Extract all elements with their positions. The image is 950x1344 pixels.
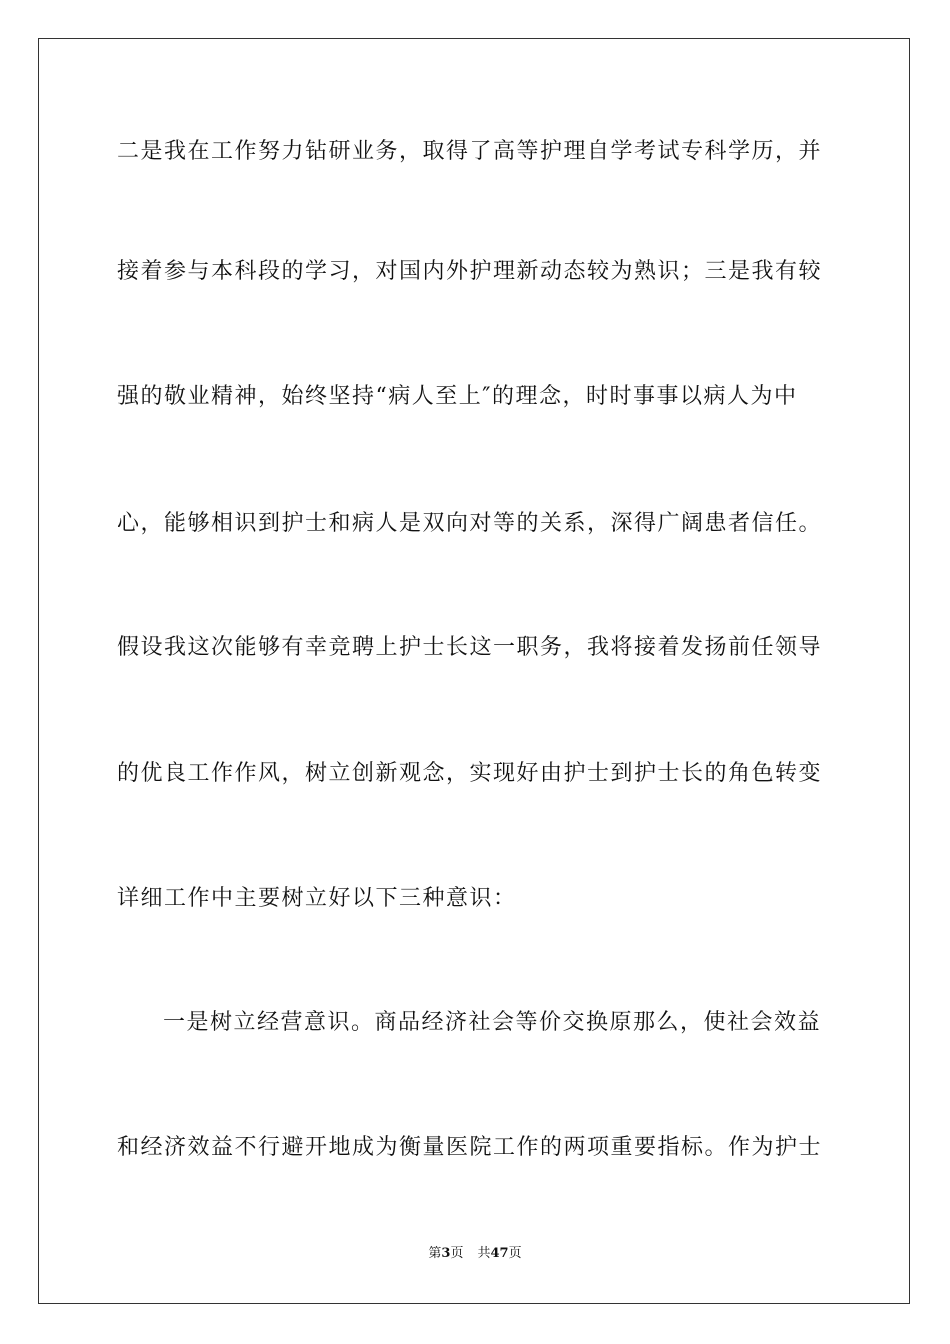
page-border: [38, 38, 910, 1304]
body-text-line-indented: 一是树立经营意识。商品经济社会等价交换原那么，使社会效益: [163, 1010, 822, 1035]
body-text-line: 详细工作中主要树立好以下三种意识：: [117, 886, 517, 911]
body-text-line: 二是我在工作努力钻研业务，取得了高等护理自学考试专科学历，并: [117, 139, 823, 164]
total-pages: 47: [490, 1246, 509, 1261]
page-suffix: 页: [450, 1246, 464, 1261]
body-text-line: 接着参与本科段的学习，对国内外护理新动态较为熟识；三是我有较: [117, 259, 823, 284]
total-suffix: 页: [508, 1246, 522, 1261]
body-text-line: 和经济效益不行避开地成为衡量医院工作的两项重要指标。作为护士: [117, 1135, 823, 1160]
page-number: 3: [441, 1246, 451, 1261]
body-text-line: 强的敬业精神，始终坚持“病人至上″的理念，时时事事以病人为中: [117, 384, 798, 409]
body-text-line: 假设我这次能够有幸竞聘上护士长这一职务，我将接着发扬前任领导: [117, 635, 823, 660]
body-text-line: 心，能够相识到护士和病人是双向对等的关系，深得广阔患者信任。: [117, 511, 823, 536]
total-prefix: 共: [477, 1246, 491, 1261]
body-text-line: 的优良工作作风，树立创新观念，实现好由护士到护士长的角色转变: [117, 761, 823, 786]
page-footer: [0, 1245, 950, 1263]
page-prefix: 第: [428, 1246, 442, 1261]
